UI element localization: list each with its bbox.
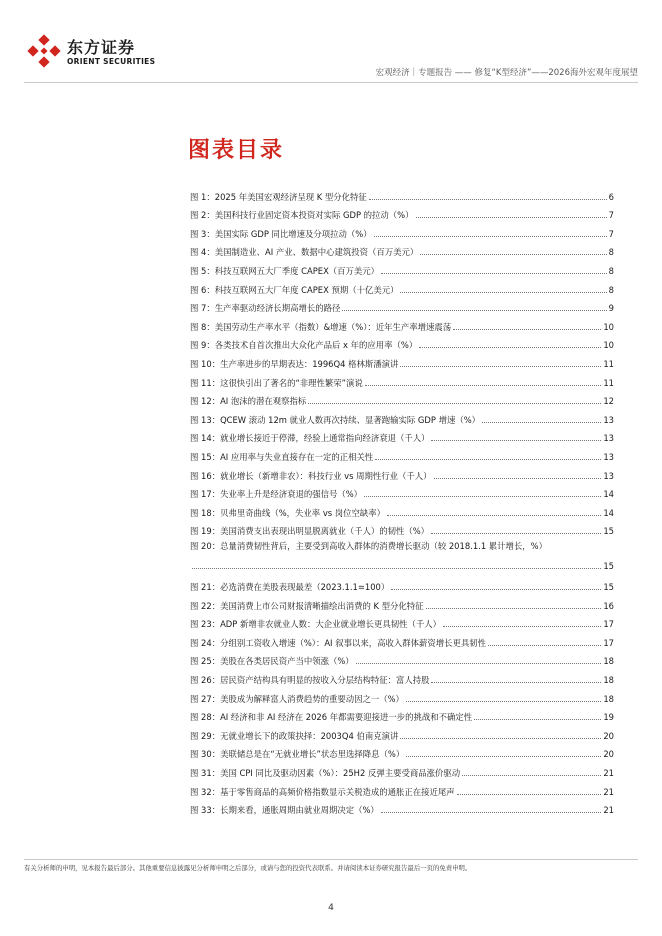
toc-entry[interactable] (190, 351, 614, 370)
toc-leader-dots (420, 254, 606, 255)
toc-entry-label: 图 21：必选消费在美股表现最差（2023.1.1=100） (190, 582, 390, 593)
toc-entry-page: 8 (608, 284, 614, 295)
toc-entry-page: 13 (603, 433, 614, 444)
toc-leader-dots (453, 329, 601, 330)
toc-entry-page: 21 (603, 805, 614, 816)
toc-entry-page: 7 (608, 210, 614, 221)
toc-entry-label: 图 18：贝弗里奇曲线（%，失业率 vs 岗位空缺率） (190, 507, 386, 518)
toc-entry-label: 图 27：美股成为解释富人消费趋势的重要动因之一（%） (190, 693, 404, 704)
toc-entry-page: 17 (603, 637, 614, 648)
toc-entry-label: 图 5：科技互联网五大厂季度 CAPEX（百万美元） (190, 265, 380, 276)
toc-entry-label: 图 17：失业率上升是经济衰退的强信号（%） (190, 489, 363, 500)
toc-leader-dots (431, 682, 601, 683)
toc-entry[interactable] (190, 686, 614, 705)
toc-entry-page: 20 (603, 749, 614, 760)
toc-entry-label: 图 7：生产率驱动经济长期高增长的路径 (190, 303, 341, 314)
toc-leader-dots (381, 273, 607, 274)
toc-entry[interactable] (190, 705, 614, 724)
toc-entry[interactable] (190, 240, 614, 259)
toc-entry[interactable] (190, 389, 614, 408)
page-number: 4 (328, 903, 334, 913)
report-breadcrumb: 宏观经济｜专题报告 —— 修复“K型经济”——2026海外宏观年度展望 (375, 68, 638, 78)
toc-entry-label: 图 10：生产率进步的早期表达：1996Q4 格林斯潘演讲 (190, 358, 399, 369)
toc-entry[interactable] (190, 537, 614, 574)
toc-leader-dots (192, 568, 601, 569)
toc-entry-page: 12 (603, 396, 614, 407)
toc-entry-label: 图 2：美国科技行业固定资本投资对实际 GDP 的拉动（%） (190, 210, 414, 221)
toc-entry[interactable] (190, 742, 614, 761)
toc-entry[interactable] (190, 630, 614, 649)
toc-entry[interactable] (190, 519, 614, 538)
toc-entry[interactable] (190, 574, 614, 593)
toc-leader-dots (443, 626, 601, 627)
toc-leader-dots (482, 422, 601, 423)
toc-leader-dots (365, 385, 602, 386)
toc-entry-label: 图 1：2025 年美国宏观经济呈现 K 型分化特征 (190, 191, 367, 202)
toc-leader-dots (375, 459, 601, 460)
toc-entry-label: 图 14：就业增长接近于停滞，经验上通常指向经济衰退（千人） (190, 433, 430, 444)
toc-leader-dots (434, 478, 602, 479)
toc-entry[interactable] (190, 649, 614, 668)
toc-entry-label: 图 12：AI 泡沫的潜在观察指标 (190, 396, 307, 407)
toc-entry[interactable] (190, 184, 614, 203)
toc-entry-page: 8 (608, 265, 614, 276)
toc-entry[interactable] (190, 296, 614, 315)
toc-entry[interactable] (190, 723, 614, 742)
toc-entry-page: 14 (603, 489, 614, 500)
toc-entry[interactable] (190, 333, 614, 352)
toc-entry-label: 图 33：长期来看，通胀周期由就业周期决定（%） (190, 805, 379, 816)
toc-entry-label: 图 4：美国制造业、AI 产业、数据中心建筑投资（百万美元） (190, 247, 419, 258)
toc-entry-label: 图 19：美国消费支出表现出明显脱离就业（千人）的韧性（%） (190, 526, 430, 537)
toc-entry-label: 图 31：美国 CPI 同比及驱动因素（%）：25H2 反弹主要受商品涨价驱动 (190, 768, 461, 778)
toc-entry-page: 14 (603, 507, 614, 518)
toc-leader-dots (308, 403, 601, 404)
toc-entry[interactable] (190, 482, 614, 501)
page-header (0, 0, 662, 90)
toc-leader-dots (387, 515, 601, 516)
toc-leader-dots (381, 812, 602, 813)
toc-leader-dots (400, 292, 606, 293)
orient-securities-logo-icon (27, 34, 61, 68)
toc-entry-label: 图 8：美国劳动生产率水平（指数）&增速（%）：近年生产率增速震荡 (190, 321, 452, 332)
toc-entry-page: 15 (603, 526, 614, 537)
toc-leader-dots (406, 756, 601, 757)
toc-entry-label: 图 20：总量消费韧性背后，主要受到高收入群体的消费增长驱动（较 2018.1.1 累计增长，%） (190, 541, 548, 552)
toc-leader-dots (369, 199, 607, 200)
logo-chinese-name: 东方证券 (67, 38, 136, 57)
toc-entry-page: 16 (603, 600, 614, 611)
toc-title: 图表目录 (188, 138, 285, 163)
footer-disclaimer: 有关分析师的申明，见本报告最后部分。其他重要信息披露见分析师申明之后部分，或请与您的投资代表联系。并请阅读本证券研究报告最后一页的免责申明。 (24, 864, 472, 872)
toc-entry-page: 9 (608, 303, 614, 314)
toc-entry-page: 10 (603, 340, 614, 351)
toc-leader-dots (374, 236, 607, 237)
logo-english-name: ORIENT SECURITIES (67, 57, 156, 66)
header-divider (24, 82, 638, 83)
toc-leader-dots (406, 701, 601, 702)
toc-entry-label: 图 29：无就业增长下的政策抉择：2003Q4 伯南克演讲 (190, 730, 399, 741)
toc-leader-dots (364, 496, 601, 497)
toc-entry-page: 8 (608, 247, 614, 258)
toc-entry-page: 6 (608, 191, 614, 202)
toc-entry-page: 13 (603, 470, 614, 481)
toc-entry-page: 20 (603, 730, 614, 741)
toc-leader-dots (431, 440, 601, 441)
toc-leader-dots (400, 738, 601, 739)
toc-entry[interactable] (190, 779, 614, 798)
toc-entry-page: 21 (603, 786, 614, 797)
toc-entry-label: 图 24：分组别工资收入增速（%）：AI 叙事以来，高收入群体薪资增长更具韧性 (190, 637, 486, 648)
company-logo (27, 34, 177, 74)
toc-entry-label: 图 15：AI 应用率与失业直接存在一定的正相关性 (190, 451, 374, 462)
toc-entry-label: 图 6：科技互联网五大厂年度 CAPEX 预期（十亿美元） (190, 284, 399, 295)
toc-entry-page: 19 (603, 712, 614, 723)
toc-entry-page: 11 (603, 377, 614, 388)
toc-leader-dots (416, 217, 607, 218)
toc-leader-dots (462, 775, 601, 776)
toc-leader-dots (488, 645, 601, 646)
toc-entry-label: 图 9：各类技术自首次推出大众化产品后 x 年的应用率（%） (190, 340, 418, 351)
toc-entry[interactable] (190, 593, 614, 612)
toc-entry-page: 13 (603, 414, 614, 425)
toc-leader-dots (419, 347, 601, 348)
toc-entry-label: 图 30：美联储总是在“无就业增长”状态里选择降息（%） (190, 749, 405, 760)
toc-entry[interactable] (190, 426, 614, 445)
toc-entry-page: 11 (603, 358, 614, 369)
toc-entry[interactable] (190, 314, 614, 333)
toc-leader-dots (431, 533, 601, 534)
toc-entry[interactable] (190, 667, 614, 686)
toc-entry[interactable] (190, 370, 614, 389)
toc-entry-label: 图 16：就业增长（新增非农）：科技行业 vs 周期性行业（千人） (190, 470, 432, 481)
toc-entry[interactable] (190, 277, 614, 296)
toc-entry[interactable] (190, 221, 614, 240)
toc-entry[interactable] (190, 258, 614, 277)
toc-entry-label: 图 22：美国消费上市公司财报清晰描绘出消费的 K 型分化特征 (190, 600, 424, 611)
toc-leader-dots (426, 608, 602, 609)
toc-entry[interactable] (190, 463, 614, 482)
toc-leader-dots (356, 663, 602, 664)
toc-entry-label: 图 11：这很快引出了著名的“非理性繁荣”演说 (190, 377, 363, 388)
toc-entry[interactable] (190, 407, 614, 426)
toc-entry[interactable] (190, 798, 614, 817)
toc-leader-dots (391, 589, 601, 590)
toc-entry-page: 7 (608, 228, 614, 239)
toc-entry-label: 图 3：美国实际 GDP 同比增速及分项拉动（%） (190, 228, 372, 239)
toc-entry[interactable] (190, 444, 614, 463)
toc-entry[interactable] (190, 203, 614, 222)
toc-entry-page: 18 (603, 693, 614, 704)
toc-leader-dots (400, 366, 601, 367)
toc-entry-label: 图 26：居民资产结构具有明显的按收入分层结构特征：富人持股 (190, 675, 430, 686)
footer-divider (24, 859, 638, 860)
toc-entry-page: 13 (603, 451, 614, 462)
toc-entry-page: 10 (603, 321, 614, 332)
toc-leader-dots (474, 719, 601, 720)
toc-entry-page: 15 (603, 560, 614, 571)
toc-leader-dots (342, 310, 606, 311)
toc-entry-page: 18 (603, 675, 614, 686)
toc-entry[interactable] (190, 612, 614, 631)
toc-entry[interactable] (190, 500, 614, 519)
toc-entry-label: 图 23：ADP 新增非农就业人数：大企业就业增长更具韧性（千人） (190, 619, 441, 630)
toc-entry[interactable] (190, 760, 614, 779)
figure-toc-list (190, 184, 614, 816)
toc-entry-label: 图 32：基于零售商品的高频价格指数显示关税造成的通胀正在接近尾声 (190, 786, 455, 797)
toc-leader-dots (457, 794, 602, 795)
toc-entry-label: 图 13：QCEW 滚动 12m 就业人数再次持续、显著跑输实际 GDP 增速（%） (190, 414, 481, 425)
toc-entry-page: 15 (603, 582, 614, 593)
toc-entry-label: 图 28：AI 经济和非 AI 经济在 2026 年都需要迎接进一步的挑战和不确定性 (190, 712, 473, 723)
toc-entry-page: 21 (603, 768, 614, 778)
toc-entry-page: 17 (603, 619, 614, 630)
toc-entry-page: 18 (603, 656, 614, 667)
toc-entry-label: 图 25：美股在各类居民资产当中领涨（%） (190, 656, 354, 667)
